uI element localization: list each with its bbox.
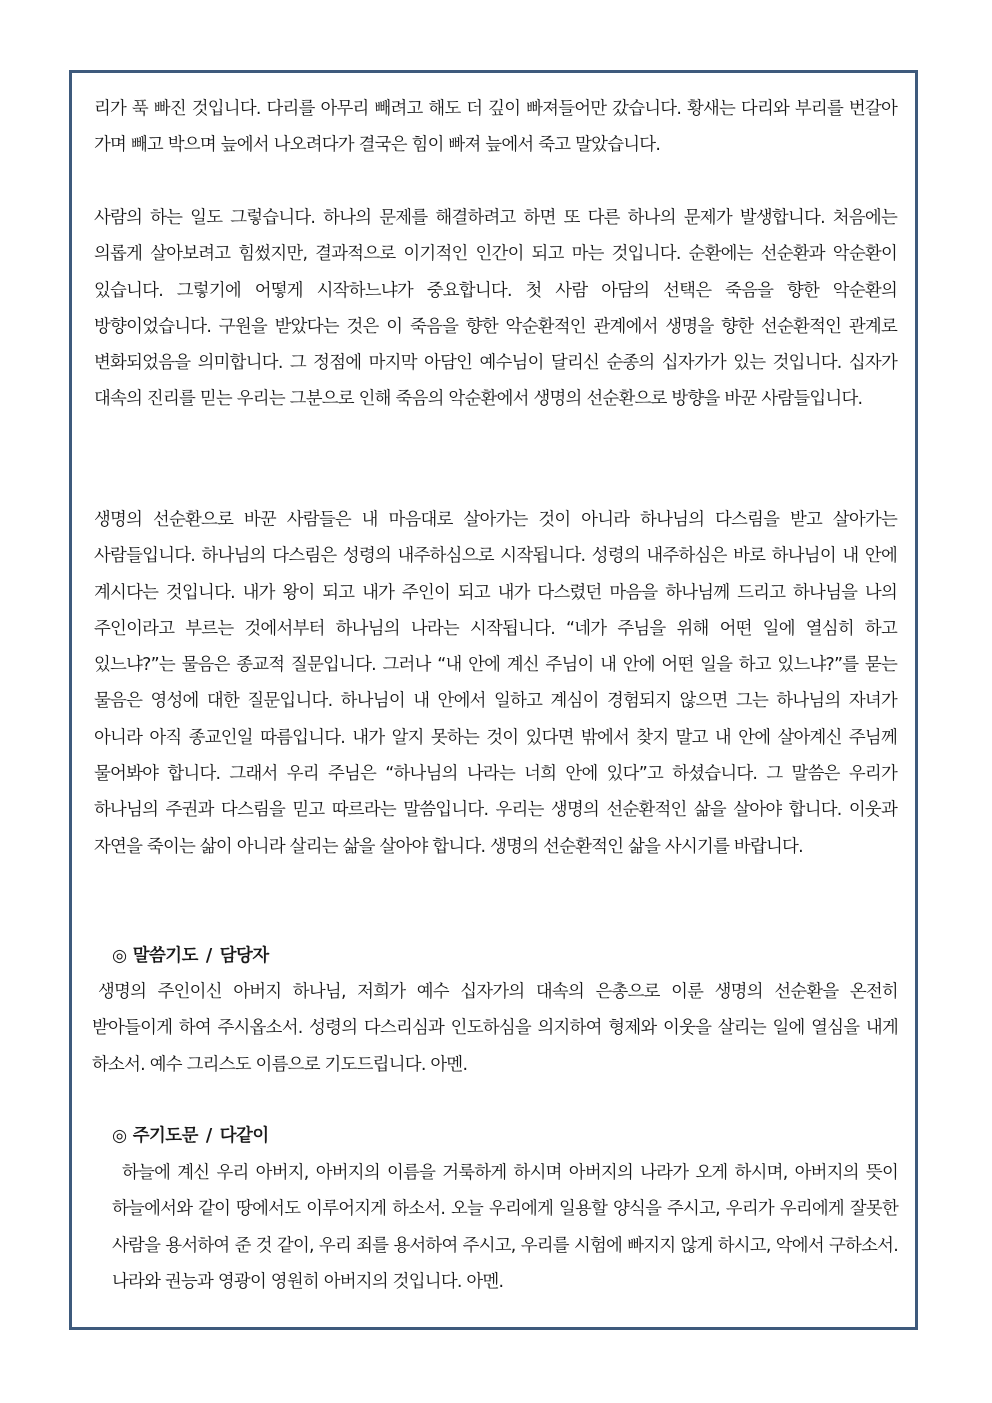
heading-separator: / [205,1126,212,1146]
bullet-icon: ◎ [112,1126,127,1146]
bullet-icon: ◎ [112,946,127,966]
prayer-text: 생명의 주인이신 아버지 하나님, 저희가 예수 십자가의 대속의 은총으로 이룬 생명의 선순환을 온전히 받아들이게 하여 주시옵소서. 성령의 다스리심과 인도하심을 의지하여 형제와 이웃을 살리는 일에 열심을 내게 하소서. 예수 그리스도 이름으로 기도드립니다. 아멘. [92,982,898,1075]
prayer-heading [112,938,269,974]
page-frame [69,70,918,1330]
prayer-title: 말씀기도 [132,946,198,966]
paragraph-cycle: 사람의 하는 일도 그렇습니다. 하나의 문제를 해결하려고 하면 또 다른 하나의 문제가 발생합니다. 처음에는 의롭게 살아보려고 힘썼지만, 결과적으로 이기적인 인간이 되고 마는 것입니다. 순환에는 선순환과 악순환이 있습니다. 그렇기에 어떻게 시작하느냐가 중요합니다. 첫 사람 아담의 선택은 죽음을 향한 악순환의 방향이었습니다. 구원을 받았다는 것은 이 죽음을 향한 악순환적인 관계에서 생명을 향한 선순환적인 관계로 변화되었음을 의미합니다. 그 정점에 마지막 아담인 예수님이 달리신 순종의 십자가가 있는 것입니다. 십자가 대속의 진리를 믿는 우리는 그분으로 인해 죽음의 악순환에서 생명의 선순환으로 방향을 바꾼 사람들입니다. [94,208,897,410]
paragraph-stork-story: 리가 푹 빠진 것입니다. 다리를 아무리 빼려고 해도 더 깊이 빠져들어만 갔습니다. 황새는 다리와 부리를 번갈아 가며 빼고 박으며 늪에서 나오려다가 결국은 힘이 빠져 늪에서 죽고 말았습니다. [94,99,897,156]
lords-prayer-title: 주기도문 [132,1126,198,1146]
heading-separator: / [205,946,212,966]
lords-prayer-text: 하늘에 계신 우리 아버지, 아버지의 이름을 거룩하게 하시며 아버지의 나라가 오게 하시며, 아버지의 뜻이 하늘에서와 같이 땅에서도 이루어지게 하소서. 오늘 우리에게 일용할 양식을 주시고, 우리가 우리에게 잘못한 사람을 용서하여 준 것 같이, 우리 죄를 용서하여 주시고, 우리를 시험에 빠지지 않게 하시고, 악에서 구하소서. 나라와 권능과 영광이 영원히 아버지의 것입니다. 아멘. [112,1163,898,1292]
paragraph-kingdom: 생명의 선순환으로 바꾼 사람들은 내 마음대로 살아가는 것이 아니라 하나님의 다스림을 받고 살아가는 사람들입니다. 하나님의 다스림은 성령의 내주하심으로 시작됩니다. 성령의 내주하심은 바로 하나님이 내 안에 계시다는 것입니다. 내가 왕이 되고 내가 주인이 되고 내가 다스렸던 마음을 하나님께 드리고 하나님을 나의 주인이라고 부르는 것에서부터 하나님의 나라는 시작됩니다. “네가 주님을 위해 어떤 일에 열심히 하고 있느냐?”는 물음은 종교적 질문입니다. 그러나 “내 안에 계신 주님이 내 안에 어떤 일을 하고 있느냐?”를 묻는 물음은 영성에 대한 질문입니다. 하나님이 내 안에서 일하고 계심이 경험되지 않으면 그는 하나님의 자녀가 아니라 아직 종교인일 따름입니다. 내가 알지 못하는 것이 있다면 밖에서 찾지 말고 내 안에 살아계신 주님께 물어봐야 합니다. 그래서 우리 주님은 “하나님의 나라는 너희 안에 있다”고 하셨습니다. 그 말씀은 우리가 하나님의 주권과 다스림을 믿고 따르라는 말씀입니다. 우리는 생명의 선순환적인 삶을 살아야 합니다. 이웃과 자연을 죽이는 삶이 아니라 살리는 삶을 살아야 합니다. 생명의 선순환적인 삶을 사시기를 바랍니다. [94,510,897,857]
lords-prayer-role: 다같이 [219,1126,269,1146]
prayer-role: 담당자 [219,946,269,966]
lords-prayer-heading [112,1118,269,1154]
